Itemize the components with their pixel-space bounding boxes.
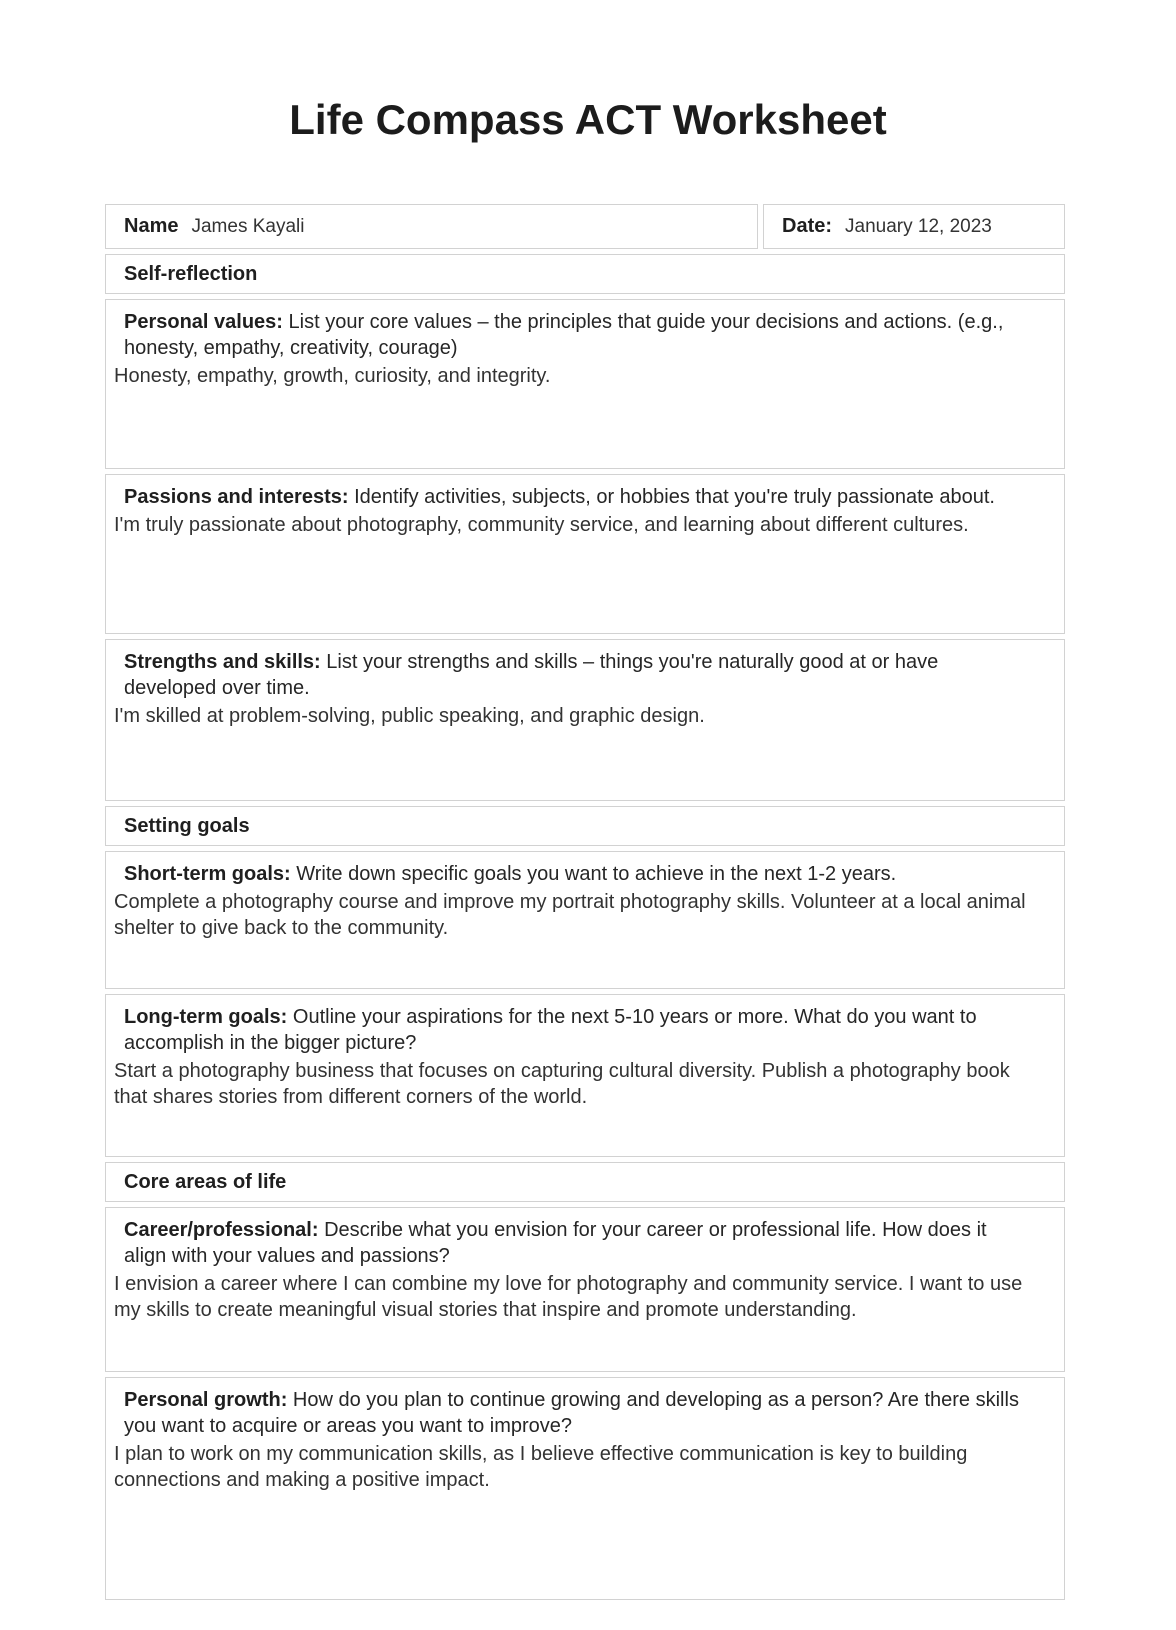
section-header-core-areas bbox=[105, 1162, 1065, 1202]
question-label: Short-term goals: bbox=[124, 863, 291, 885]
question-prompt bbox=[124, 649, 1020, 701]
question-label: Long-term goals: bbox=[124, 1006, 288, 1028]
question-personal-growth bbox=[105, 1377, 1065, 1600]
question-description: Write down specific goals you want to achieve in the next 1-2 years. bbox=[296, 863, 897, 885]
section-header-row-core-areas bbox=[105, 1162, 1065, 1202]
answer-long-term-goals[interactable]: Start a photography business that focuses on capturing cultural diversity. Publish a photography book that shares stories from different corners of the world. bbox=[114, 1060, 1010, 1108]
section-header-label: Core areas of life bbox=[124, 1170, 287, 1193]
question-row-career-professional bbox=[105, 1207, 1065, 1372]
section-header-setting-goals bbox=[105, 806, 1065, 846]
answer-personal-growth[interactable]: I plan to work on my communication skills, as I believe effective communication is key to building connections and making a positive impact. bbox=[114, 1443, 968, 1491]
question-row-personal-growth bbox=[105, 1377, 1065, 1600]
question-description: Identify activities, subjects, or hobbies that you're truly passionate about. bbox=[354, 486, 995, 508]
section-header-label: Self-reflection bbox=[124, 262, 258, 285]
name-field bbox=[105, 204, 758, 249]
answer-passions-interests[interactable]: I'm truly passionate about photography, community service, and learning about different cultures. bbox=[114, 514, 969, 536]
question-strengths-skills bbox=[105, 639, 1065, 801]
question-prompt bbox=[124, 484, 1020, 510]
question-row-personal-values bbox=[105, 299, 1065, 469]
question-label: Passions and interests: bbox=[124, 486, 349, 508]
answer-strengths-skills[interactable]: I'm skilled at problem-solving, public speaking, and graphic design. bbox=[114, 705, 705, 727]
question-long-term-goals bbox=[105, 994, 1065, 1157]
worksheet-table bbox=[105, 204, 1065, 1600]
question-label: Career/professional: bbox=[124, 1219, 319, 1241]
date-field bbox=[763, 204, 1065, 249]
date-label: Date: bbox=[782, 215, 833, 237]
name-date-row bbox=[105, 204, 1065, 249]
question-prompt bbox=[124, 1004, 1020, 1056]
question-description: Describe what you envision for your career or professional life. How does it align with your values and passions? bbox=[124, 1219, 987, 1267]
question-short-term-goals bbox=[105, 851, 1065, 989]
section-header-row-self-reflection bbox=[105, 254, 1065, 294]
question-career-professional bbox=[105, 1207, 1065, 1372]
answer-career-professional[interactable]: I envision a career where I can combine my love for photography and community service. I want to use my skills to create meaningful visual stories that inspire and promote understanding. bbox=[114, 1273, 1023, 1321]
date-value[interactable]: January 12, 2023 bbox=[845, 215, 992, 237]
answer-personal-values[interactable]: Honesty, empathy, growth, curiosity, and integrity. bbox=[114, 365, 551, 387]
name-value[interactable]: James Kayali bbox=[191, 215, 305, 237]
question-description: List your strengths and skills – things you're naturally good at or have developed over time. bbox=[124, 651, 939, 699]
question-prompt bbox=[124, 1217, 1020, 1269]
section-header-row-setting-goals bbox=[105, 806, 1065, 846]
question-row-long-term-goals bbox=[105, 994, 1065, 1157]
question-prompt bbox=[124, 1387, 1020, 1439]
question-description: List your core values – the principles that guide your decisions and actions. (e.g., honesty, empathy, creativity, courage) bbox=[124, 311, 1004, 359]
section-header-self-reflection bbox=[105, 254, 1065, 294]
question-description: Outline your aspirations for the next 5-10 years or more. What do you want to accomplish in the bigger picture? bbox=[124, 1006, 977, 1054]
page-title: Life Compass ACT Worksheet bbox=[289, 96, 887, 143]
question-label: Personal growth: bbox=[124, 1389, 288, 1411]
question-prompt bbox=[124, 309, 1020, 361]
question-row-short-term-goals bbox=[105, 851, 1065, 989]
question-row-strengths-skills bbox=[105, 639, 1065, 801]
question-personal-values bbox=[105, 299, 1065, 469]
name-label: Name bbox=[124, 215, 179, 237]
question-passions-interests bbox=[105, 474, 1065, 634]
question-prompt bbox=[124, 861, 1020, 887]
question-label: Strengths and skills: bbox=[124, 651, 321, 673]
section-header-label: Setting goals bbox=[124, 814, 250, 837]
answer-short-term-goals[interactable]: Complete a photography course and improve my portrait photography skills. Volunteer at a local animal shelter to give back to the community. bbox=[114, 891, 1026, 939]
question-description: How do you plan to continue growing and developing as a person? Are there skills you want to acquire or areas you want to improve? bbox=[124, 1389, 1019, 1437]
question-row-passions-interests bbox=[105, 474, 1065, 634]
question-label: Personal values: bbox=[124, 311, 283, 333]
